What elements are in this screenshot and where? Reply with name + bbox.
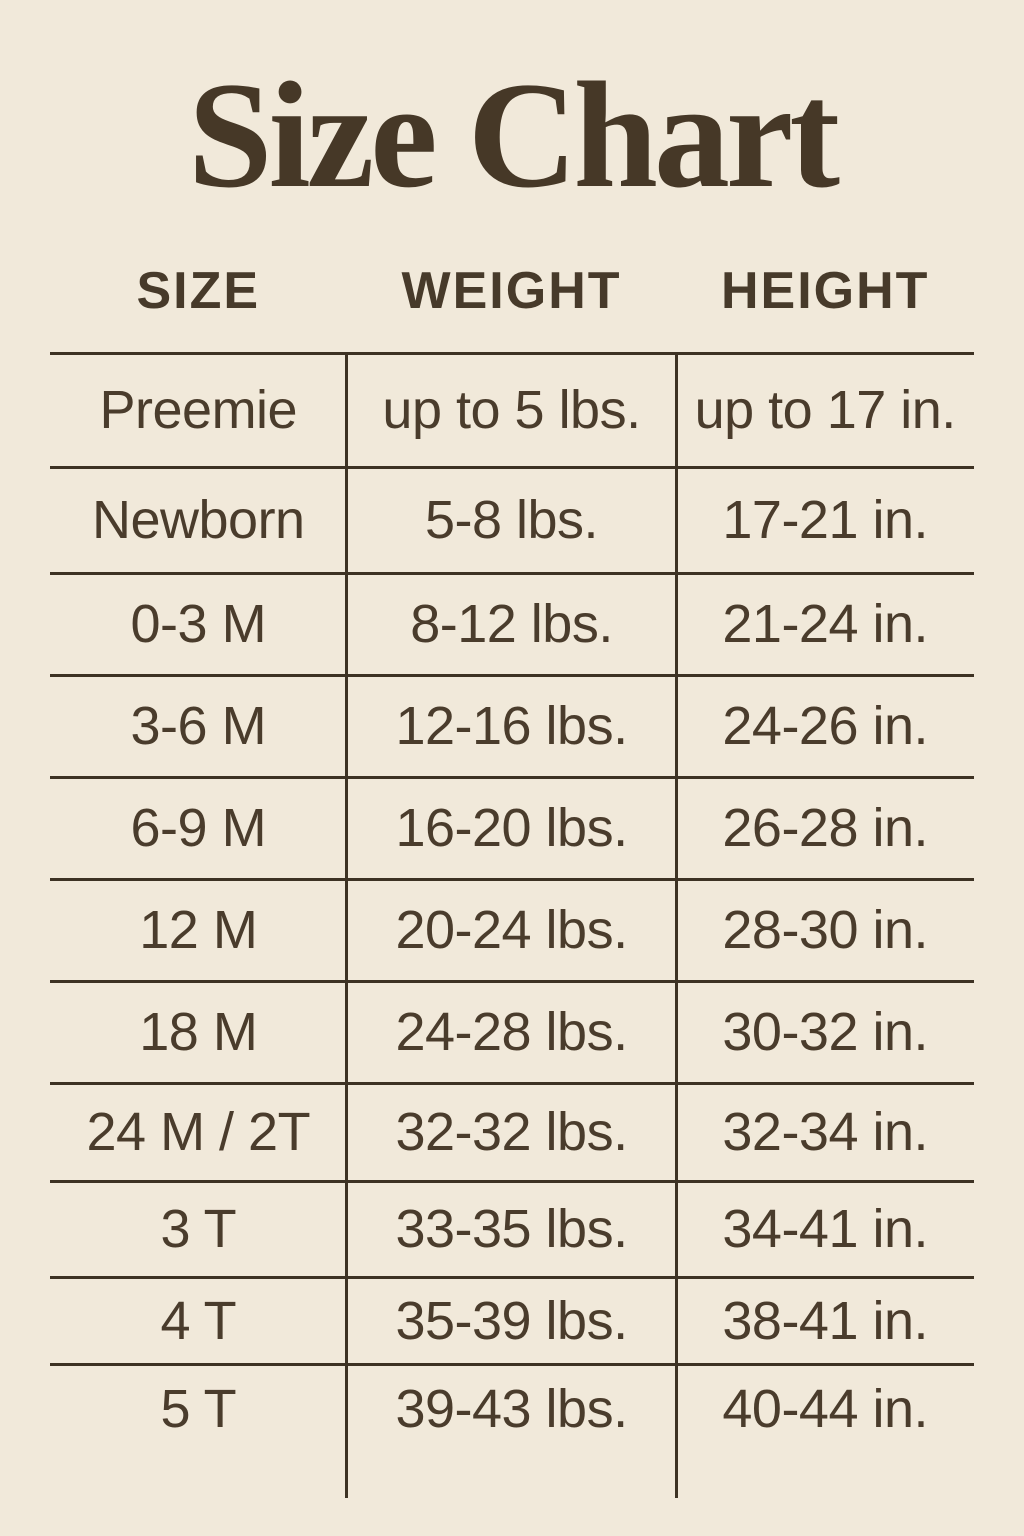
weight-cell: 16-20 lbs.	[395, 798, 628, 859]
table-row	[50, 1180, 974, 1276]
column-divider	[675, 352, 678, 1498]
height-cell: 17-21 in.	[722, 490, 929, 551]
table-row	[50, 776, 974, 878]
table-row	[50, 352, 974, 466]
weight-cell: 39-43 lbs.	[395, 1378, 628, 1439]
size-cell: Preemie	[99, 380, 298, 441]
size-cell: 5 T	[160, 1378, 237, 1439]
header-height: HEIGHT	[720, 261, 930, 320]
size-cell: 3-6 M	[130, 696, 267, 757]
table-row	[50, 1363, 974, 1452]
weight-cell: 12-16 lbs.	[395, 696, 628, 757]
height-cell: 24-26 in.	[722, 696, 929, 757]
table-row	[50, 466, 974, 572]
weight-cell: 33-35 lbs.	[395, 1199, 628, 1260]
header-weight: WEIGHT	[401, 261, 622, 320]
size-table	[50, 352, 974, 1498]
height-cell: 34-41 in.	[722, 1199, 929, 1260]
table-row	[50, 878, 974, 980]
table-row	[50, 572, 974, 674]
column-divider	[345, 352, 348, 1498]
weight-cell: 8-12 lbs.	[410, 594, 613, 655]
table-row	[50, 980, 974, 1082]
height-cell: 32-34 in.	[722, 1102, 929, 1163]
size-cell: 3 T	[160, 1199, 237, 1260]
table-row	[50, 1082, 974, 1180]
size-cell: 12 M	[139, 900, 258, 961]
height-cell: 26-28 in.	[722, 798, 929, 859]
page-title: Size Chart	[187, 51, 837, 219]
height-cell: 30-32 in.	[722, 1002, 929, 1063]
height-cell: 21-24 in.	[722, 594, 929, 655]
size-cell: Newborn	[91, 490, 305, 551]
weight-cell: 5-8 lbs.	[424, 490, 599, 551]
weight-cell: 35-39 lbs.	[395, 1290, 628, 1351]
table-header-row	[50, 260, 974, 322]
size-cell: 24 M / 2T	[86, 1102, 311, 1163]
size-cell: 0-3 M	[130, 594, 267, 655]
size-cell: 4 T	[160, 1290, 237, 1351]
weight-cell: 24-28 lbs.	[395, 1002, 628, 1063]
height-cell: 38-41 in.	[722, 1290, 929, 1351]
table-row	[50, 674, 974, 776]
table-row	[50, 1276, 974, 1363]
weight-cell: up to 5 lbs.	[382, 380, 641, 441]
weight-cell: 20-24 lbs.	[395, 900, 628, 961]
height-cell: 40-44 in.	[722, 1378, 929, 1439]
size-cell: 6-9 M	[130, 798, 267, 859]
height-cell: 28-30 in.	[722, 900, 929, 961]
table-bottom-spacer	[50, 1452, 974, 1498]
size-cell: 18 M	[139, 1002, 258, 1063]
weight-cell: 32-32 lbs.	[395, 1102, 628, 1163]
height-cell: up to 17 in.	[694, 380, 956, 441]
header-size: SIZE	[136, 261, 261, 320]
